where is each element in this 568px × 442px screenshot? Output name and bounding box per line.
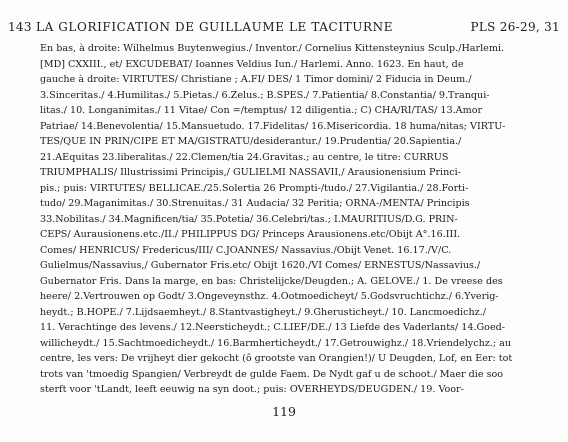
- text-line: sterft voor 'tLandt, leeft eeuwig na syn doot.; puis: OVERHEYDS/DEUGDEN./ 19. Voor-: [40, 384, 464, 395]
- text-line: litas./ 10. Longanimitas./ 11 Vitae/ Con =/temptus/ 12 diligentia.; C) CHA/RI/TAS/ 13.Amor: [40, 105, 483, 116]
- text-line: En bas, à droite: Wilhelmus Buytenwegius./ Inventor./ Cornelius Kittensteynius Sculp./Harlemi.: [40, 43, 505, 54]
- text-line: 11. Verachtinge des levens./ 12.Neersticheydt.; C.LIEF/DE./ 13 Liefde des Vaderlants/ 14.Goed-: [40, 322, 506, 333]
- text-line: TRIUMPHALIS/ Illustrissimi Principis,/ GULIELMI NASSAVII,/ Arausionensium Princi-: [40, 167, 461, 178]
- header-plates-ref: PLS 26-29, 31: [470, 20, 560, 34]
- text-line: heere/ 2.Vertrouwen op Godt/ 3.Ongeveynsthz. 4.Ootmoedicheyt/ 5.Godsvruchtichz./ 6.Yverig-: [40, 291, 499, 302]
- text-line: 33.Nobilitas./ 34.Magnificen/tia/ 35.Potetia/ 36.Celebri/tas.; I.MAURITIUS/D.G. PRIN-: [40, 213, 458, 225]
- text-line: pis.; puis: VIRTUTES/ BELLICAE./25.Solertia 26 Prompti-/tudo./ 27.Vigilantia./ 28.Forti-: [40, 182, 469, 194]
- header-title: LA GLORIFICATION DE GUILLAUME LE TACITURNE: [36, 20, 394, 34]
- text-line: centre, les vers: De vrijheyt dier gekocht (ô grootste van Orangien!)/ U Deugden, Lof, en Eer: tot: [40, 353, 513, 364]
- text-line: TES/QUE IN PRIN/CIPE ET MA/GISTRATU/desiderantur./ 19.Prudentia/ 20.Sapientia./: [40, 136, 462, 147]
- text-line: gauche à droite: VIRTUTES/ Christiane ; A.FI/ DES/ 1 Timor domini/ 2 Fiducia in Deum./: [40, 74, 472, 85]
- text-line: CEPS/ Aurausionens.etc./II./ PHILIPPUS DG/ Princeps Arausionens.etc/Obijt A°.16.III.: [40, 229, 461, 240]
- text-line: trots van 'tmoedig Spangien/ Verbreydt de gulde Faem. De Nydt gaf u de schoot./ Maer die soo: [40, 368, 504, 380]
- text-line: Patriae/ 14.Benevolentia/ 15.Mansuetudo. 17.Fidelitas/ 16.Misericordia. 18 huma/nitas; VIRTU-: [40, 120, 506, 132]
- text-line: Gulielmus/Nassavius,/ Gubernator Fris.etc/ Obijt 1620./VI Comes/ ERNESTUS/Nassavius./: [40, 260, 481, 271]
- body-paragraph: [40, 41, 545, 398]
- folio-number: 119: [272, 404, 296, 419]
- text-line: 21.AEquitas 23.liberalitas./ 22.Clemen/tia 24.Gravitas.; au centre, le titre: CURRUS: [40, 151, 449, 163]
- text-line: Gubernator Fris. Dans la marge, en bas: Christelijcke/Deugden.; A. GELOVE./ 1. De vreese des: [40, 275, 503, 287]
- text-line: Comes/ HENRICUS/ Fredericus/III/ C.JOANNES/ Nassavius./Obijt Venet. 16.17./V/C.: [40, 244, 452, 256]
- text-line: willicheydt./ 15.Sachtmoedicheydt./ 16.Barmherticheydt./ 17.Getrouwighz./ 18.Vriendelychz.; au: [40, 337, 512, 349]
- header-page-number: 143: [8, 20, 32, 34]
- text-line: heydt.; B.HOPE./ 7.Lijdsaemheyt./ 8.Stantvastigheyt./ 9.Gherusticheyt./ 10. Lancmoedichz./: [40, 306, 486, 318]
- text-line: tudo/ 29.Maganimitas./ 30.Strenuitas./ 31 Audacia/ 32 Peritia; ORNA-/MENTA/ Principis: [40, 198, 470, 209]
- text-line: 3.Sinceritas./ 4.Humilitas./ 5.Pietas./ 6.Zelus.; B.SPES./ 7.Patientia/ 8.Constantia/ 9.Tranqui-: [40, 89, 490, 101]
- text-line: [MD] CXXIII., et/ EXCUDEBAT/ Ioannes Veldius Iun./ Harlemi. Anno. 1623. En haut, de: [40, 58, 464, 70]
- running-header: [8, 20, 560, 38]
